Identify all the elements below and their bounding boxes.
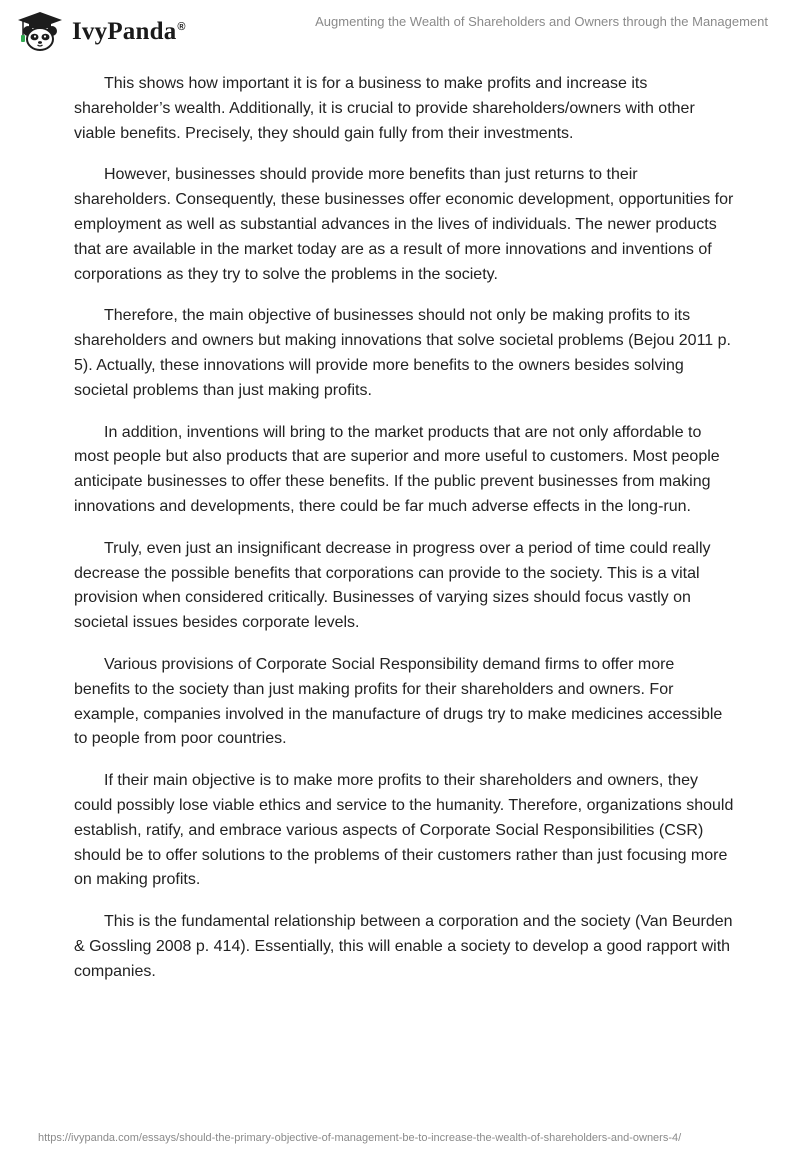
page-title: Augmenting the Wealth of Shareholders and Owners through the Management bbox=[315, 14, 768, 29]
paragraph: Various provisions of Corporate Social Responsibility demand firms to offer more benefits to the society than just making profits for their shareholders and owners. For example, companies involved in the manufacture of drugs try to make medicines accessible to people from poor countries. bbox=[74, 655, 723, 748]
panda-graduate-icon bbox=[14, 10, 66, 54]
paragraph: This shows how important it is for a business to make profits and increase its shareholder’s wealth. Additionally, it is crucial to provide shareholders/owners with other viable benefits. Precisely, they should gain fully from their investments. bbox=[74, 75, 695, 142]
page-header bbox=[0, 0, 800, 60]
paragraph: Truly, even just an insignificant decrease in progress over a period of time could really decrease the possible benefits that corporations can provide to the society. This is a vital provision when considered critically. Businesses of varying sizes should focus vastly on societal issues besides corporate levels. bbox=[74, 539, 711, 632]
essay-body bbox=[74, 72, 734, 1002]
paragraph: This is the fundamental relationship between a corporation and the society (Van Beurden & Gossling 2008 p. 414). Essentially, this will enable a society to develop a good rapport with companies. bbox=[74, 913, 733, 980]
paragraph: However, businesses should provide more benefits than just returns to their shareholders. Consequently, these businesses offer economic development, opportunities for employment as well as substantial advances in the lives of individuals. The newer products that are available in the market today are as a result of more innovations and inventions of corporations as they try to solve the problems in the society. bbox=[74, 166, 734, 283]
paragraph: Therefore, the main objective of businesses should not only be making profits to its shareholders and owners but making innovations that solve societal problems (Bejou 2011 p. 5). Actually, these innovations will provide more benefits to the owners besides solving societal problems than just making profits. bbox=[74, 307, 731, 399]
paragraph: In addition, inventions will bring to the market products that are not only affordable to most people but also products that are superior and more useful to customers. Most people anticipate businesses to offer these benefits. If the public prevent businesses from making innovations and developments, there could be far much adverse effects in the long-run. bbox=[74, 423, 720, 515]
brand-name: IvyPanda® bbox=[72, 18, 186, 45]
paragraph: If their main objective is to make more profits to their shareholders and owners, they could possibly lose viable ethics and service to the humanity. Therefore, organizations should establish, ratify, and embrace various aspects of Corporate Social Responsibilities (CSR) should be to offer solutions to the problems of their customers rather than just focusing more on making profits. bbox=[74, 772, 734, 889]
registered-mark: ® bbox=[177, 20, 186, 33]
source-url[interactable]: https://ivypanda.com/essays/should-the-primary-objective-of-management-be-to-increase-the-wealth-of-shareholders-and-owners-4/ bbox=[38, 1132, 682, 1144]
ivypanda-logo[interactable] bbox=[14, 10, 186, 54]
